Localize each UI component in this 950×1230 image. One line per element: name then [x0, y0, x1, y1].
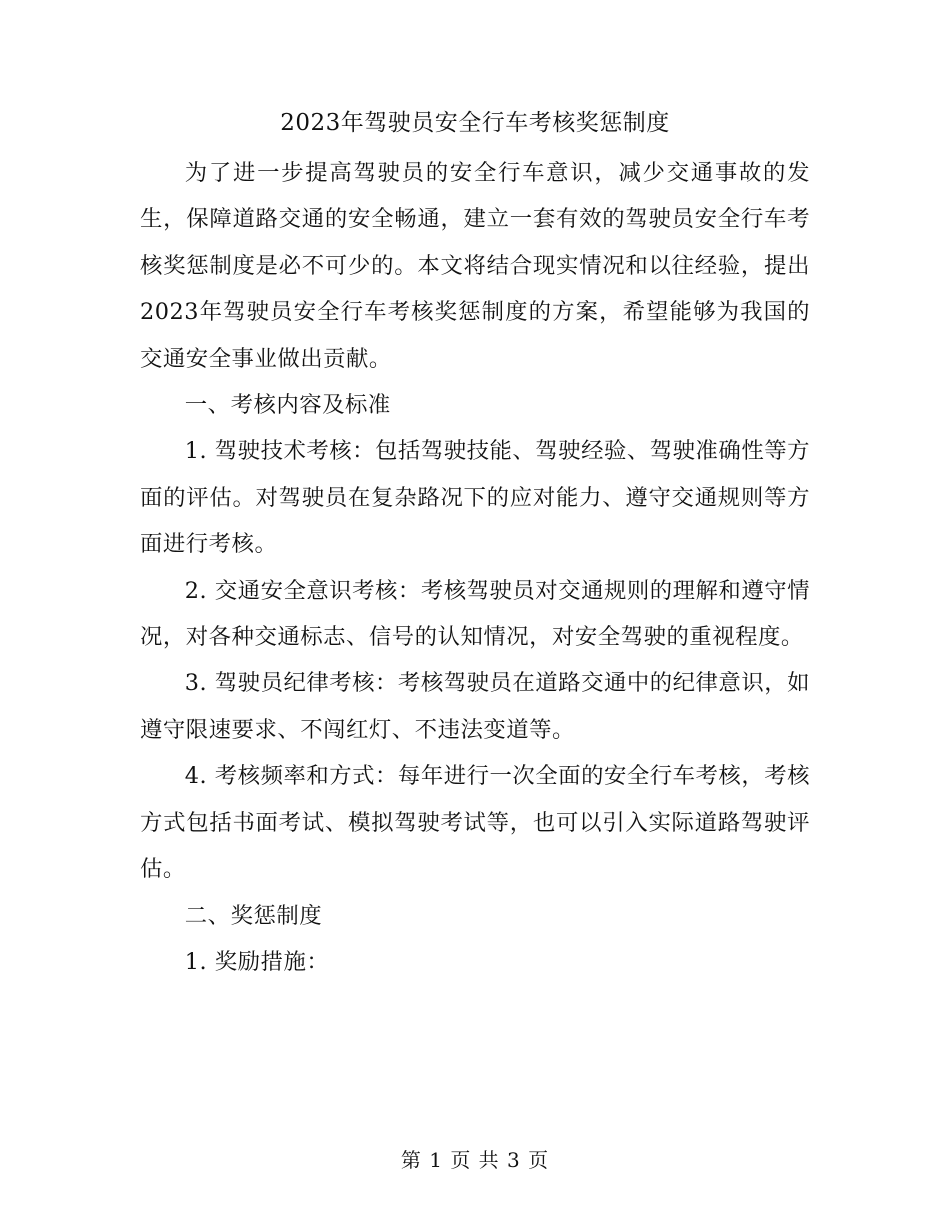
list-item-rewards: 1. 奖励措施： — [184, 948, 330, 975]
intro-paragraph: 为了进一步提高驾驶员的安全行车意识，减少交通事故的发生，保障道路交通的安全畅通，建立一套有效的驾驶员安全行车考核奖惩制度是必不可少的。本文将结合现实情况和以往经验，提出2023年驾驶员安全行车考核奖惩制度的方案，希望能够为我国的交通安全事业做出贡献。 — [140, 160, 810, 372]
list-item-frequency: 4. 考核频率和方式：每年进行一次全面的安全行车考核，考核方式包括书面考试、模拟驾驶考试等，也可以引入实际道路驾驶评估。 — [140, 763, 810, 883]
page-number-footer: 第 1 页 共 3 页 — [400, 1148, 550, 1172]
document-title: 2023年驾驶员安全行车考核奖惩制度 — [280, 110, 670, 136]
list-item-driving-skill: 1. 驾驶技术考核：包括驾驶技能、驾驶经验、驾驶准确性等方面的评估。对驾驶员在复杂路况下的应对能力、遵守交通规则等方面进行考核。 — [140, 438, 810, 558]
list-item-discipline: 3. 驾驶员纪律考核：考核驾驶员在道路交通中的纪律意识，如遵守限速要求、不闯红灯、不违法变道等。 — [140, 670, 810, 743]
section-heading-assessment: 一、考核内容及标准 — [184, 392, 391, 419]
section-heading-rewards-penalties: 二、奖惩制度 — [184, 902, 323, 929]
document-body — [140, 150, 810, 985]
list-item-safety-awareness: 2. 交通安全意识考核：考核驾驶员对交通规则的理解和遵守情况，对各种交通标志、信号的认知情况，对安全驾驶的重视程度。 — [140, 577, 810, 651]
